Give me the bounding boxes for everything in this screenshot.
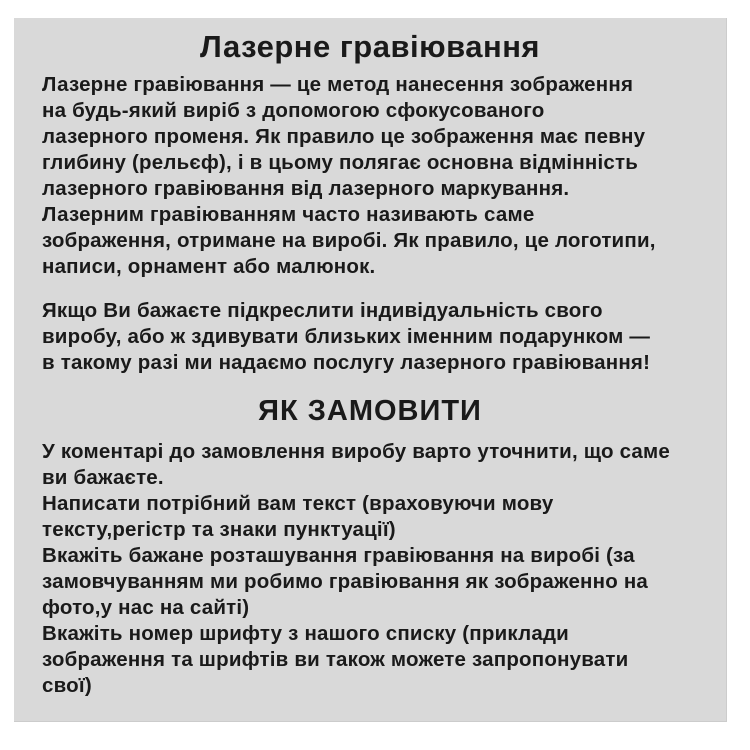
- text-line: в такому разі ми надаємо послугу лазерного гравіювання!: [42, 351, 651, 374]
- content-panel: [14, 18, 727, 722]
- text-line: написи, орнамент або малюнок.: [42, 255, 376, 278]
- text-line: глибину (рельєф), і в цьому полягає основна відмінність: [42, 151, 639, 174]
- text-line: фото,у нас на сайті): [42, 596, 250, 619]
- text-line: Якщо Ви бажаєте підкреслити індивідуальність свого: [42, 299, 603, 322]
- text-line: Вкажіть бажане розташування гравіювання на виробі (за: [42, 544, 635, 567]
- text-line: зображення, отримане на виробі. Як правило, це логотипи,: [42, 229, 656, 252]
- text-line: Вкажіть номер шрифту з нашого списку (приклади: [42, 622, 569, 645]
- text-line: свої): [42, 674, 92, 697]
- text-line: лазерного гравіювання від лазерного маркування.: [42, 177, 570, 200]
- text-line: Лазерне гравіювання — це метод нанесення зображення: [42, 73, 634, 96]
- text-line: зображення та шрифтів ви також можете запропонувати: [42, 648, 629, 671]
- text-line: Лазерним гравіюванням часто називають саме: [42, 203, 535, 226]
- text-line: на будь-який виріб з допомогою сфокусованого: [42, 99, 545, 122]
- how-to-order-heading: ЯК ЗАМОВИТИ: [258, 395, 482, 427]
- text-line: виробу, або ж здивувати близьких іменним подарунком —: [42, 325, 651, 348]
- order-instructions: [14, 439, 726, 699]
- text-line: замовчуванням ми робимо гравіювання як зображенно на: [42, 570, 649, 593]
- page-title: Лазерне гравіювання: [199, 29, 541, 64]
- text-line: ви бажаєте.: [42, 466, 164, 489]
- offer-paragraph: [14, 298, 726, 376]
- text-line: лазерного променя. Як правило це зображення має певну: [42, 125, 646, 148]
- text-line: Написати потрібний вам текст (враховуючи мову: [42, 492, 554, 515]
- intro-paragraph: [14, 72, 726, 280]
- text-line: тексту,регістр та знаки пунктуації): [42, 518, 396, 541]
- text-line: У коментарі до замовлення виробу варто уточнити, що саме: [42, 440, 670, 463]
